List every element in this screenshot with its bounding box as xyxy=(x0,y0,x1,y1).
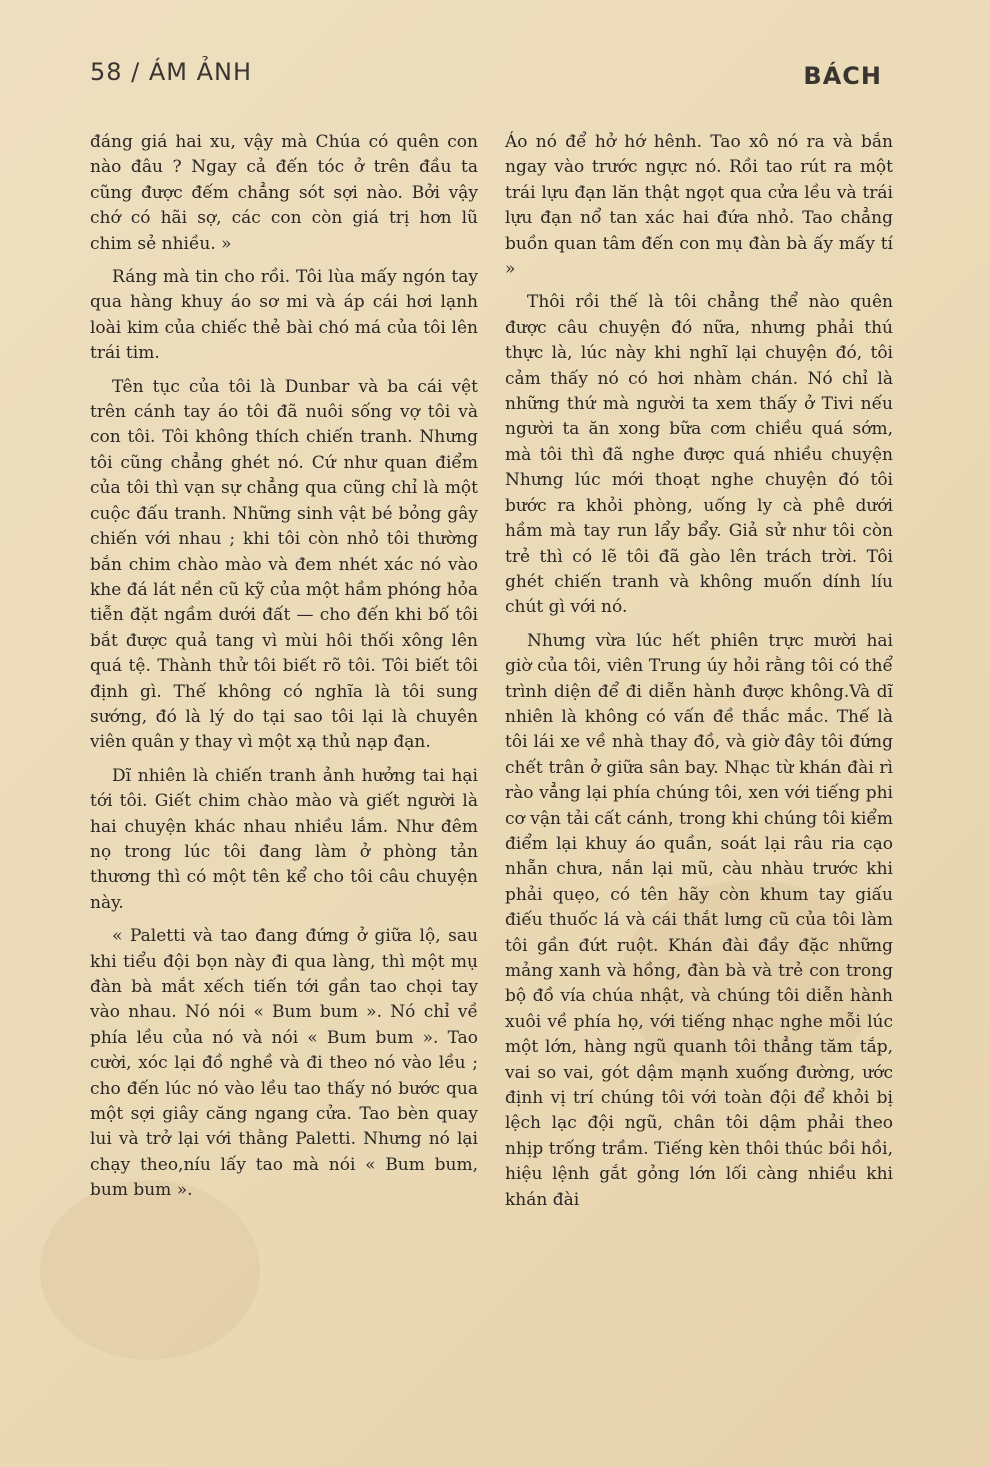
paragraph: Nhưng vừa lúc hết phiên trực mười hai giờ của tôi, viên Trung úy hỏi rằng tôi có thể trình diện để đi diễn hành được không.Và dĩ nhiên là không có vấn đề thắc mắc. Thế là tôi lái xe về nhà thay đồ, và giờ đây tôi đứng chết trân ở giữa sân bay. Nhạc từ khán đài rì rào vẳng lại phía chúng tôi, xen với tiếng phi cơ vận tải cất cánh, trong khi chúng tôi kiểm điểm lại khuy áo quần, soát lại râu ria cạo nhẵn chưa, nắn lại mũ, càu nhàu trước khi phải quẹo, có tên hãy còn khum tay giấu điếu thuốc lá và cái thắt lưng cũ của tôi làm tôi gần đứt ruột. Khán đài đầy đặc những mảng xanh và hồng, đàn bà và trẻ con trong bộ đồ vía chúa nhật, và chúng tôi diễn hành xuôi về phía họ, với tiếng nhạc nghe mỗi lúc một lớn, hàng ngũ quanh tôi thẳng tăm tắp, vai so vai, gót dậm mạnh xuống đường, ước định vị trí chúng tôi với toàn đội để khỏi bị lệch lạc đội ngũ, chân tôi dậm phải theo nhịp trống trầm. Tiếng kèn thôi thúc bồi hồi, hiệu lệnh gắt gỏng lớn lối càng nhiều khi khán đài xyxy=(505,630,893,1210)
paragraph: Thôi rồi thế là tôi chẳng thể nào quên được câu chuyện đó nữa, nhưng phải thú thực là, lúc này khi nghĩ lại chuyện đó, tôi cảm thấy nó có hơi nhàm chán. Nó chỉ là những thứ mà người ta xem thấy ở Tivi nếu người ta ăn xong bữa cơm chiều quá sớm, mà tôi thì đã nghe được quá nhiều chuyện Nhưng lúc mới thoạt nghe chuyện đó tôi bước ra khỏi phòng, uống ly cà phê dưới hầm mà tay run lẩy bẩy. Giả sử như tôi còn trẻ thì có lẽ tôi đã gào lên trách trời. Tôi ghét chiến tranh và không muốn dính líu chút gì với nó. xyxy=(505,292,893,618)
paragraph: « Paletti và tao đang đứng ở giữa lộ, sau khi tiểu đội bọn này đi qua làng, thì một mụ đàn bà mắt xếch tiến tới gần tao chọi tay vào nhau. Nó nói « Bum bum ». Nó chỉ về phía lều của nó và nói « Bum bum ». Tao cười, xóc lại đồ nghề và đi theo nó vào lều ; cho đến lúc nó vào lều tao thấy nó bước qua một sợi giây căng ngang cửa. Tao bèn quay lui và trở lại với thằng Paletti. Nhưng nó lại chạy theo,níu lấy tao mà nói « Bum bum, bum bum ». xyxy=(90,926,478,1201)
running-header xyxy=(90,52,882,92)
paragraph: Ráng mà tin cho rồi. Tôi lùa mấy ngón tay qua hàng khuy áo sơ mi và áp cái hơi lạnh loài kim của chiếc thẻ bài chó má của tôi lên trái tim. xyxy=(90,267,478,364)
paragraph: Tên tục của tôi là Dunbar và ba cái vệt trên cánh tay áo tôi đã nuôi sống vợ tôi và con tôi. Tôi không thích chiến tranh. Nhưng tôi cũng chẳng ghét nó. Cứ như quan điểm của tôi thì vạn sự chẳng qua cũng chỉ là một cuộc đấu tranh. Những sinh vật bé bỏng gây chiến với nhau ; khi tôi còn nhỏ tôi thường bắn chim chào mào và đem nhét xác nó vào khe đá lát nền cũ kỹ của một hầm phóng hỏa tiễn đặt ngầm dưới đất — cho đến khi bố tôi bắt được quả tang vì mùi hôi thối xông lên quá tệ. Thành thử tôi biết rõ tôi. Tôi biết tôi định gì. Thế không có nghĩa là tôi sung sướng, đó là lý do tại sao tôi lại là chuyên viên quân y thay vì một xạ thủ nạp đạn. xyxy=(90,376,478,753)
right-column xyxy=(505,130,893,1221)
page-number-title: 58 / ÁM ẢNH xyxy=(90,58,253,86)
paragraph: Dĩ nhiên là chiến tranh ảnh hưởng tai hại tới tôi. Giết chim chào mào và giết người là hai chuyện khác nhau nhiều lắm. Như đêm nọ trong lúc tôi đang làm ở phòng tản thương thì có một tên kể cho tôi câu chuyện này. xyxy=(90,765,478,913)
left-column xyxy=(90,130,478,1212)
paragraph: đáng giá hai xu, vậy mà Chúa có quên con nào đâu ? Ngay cả đến tóc ở trên đầu ta cũng được đếm chẳng sót sợi nào. Bởi vậy chớ có hãi sợ, các con còn giá trị hơn lũ chim sẻ nhiều. » xyxy=(90,132,478,254)
author-name: BÁCH xyxy=(803,62,882,90)
paragraph: Áo nó để hở hớ hênh. Tao xô nó ra và bắn ngay vào trước ngực nó. Rồi tao rút ra một trái lựu đạn lăn thật ngọt qua cửa lều và trái lựu đạn nổ tan xác hai đứa nhỏ. Tao chẳng buồn quan tâm đến con mụ đàn bà ấy mấy tí » xyxy=(505,132,893,280)
